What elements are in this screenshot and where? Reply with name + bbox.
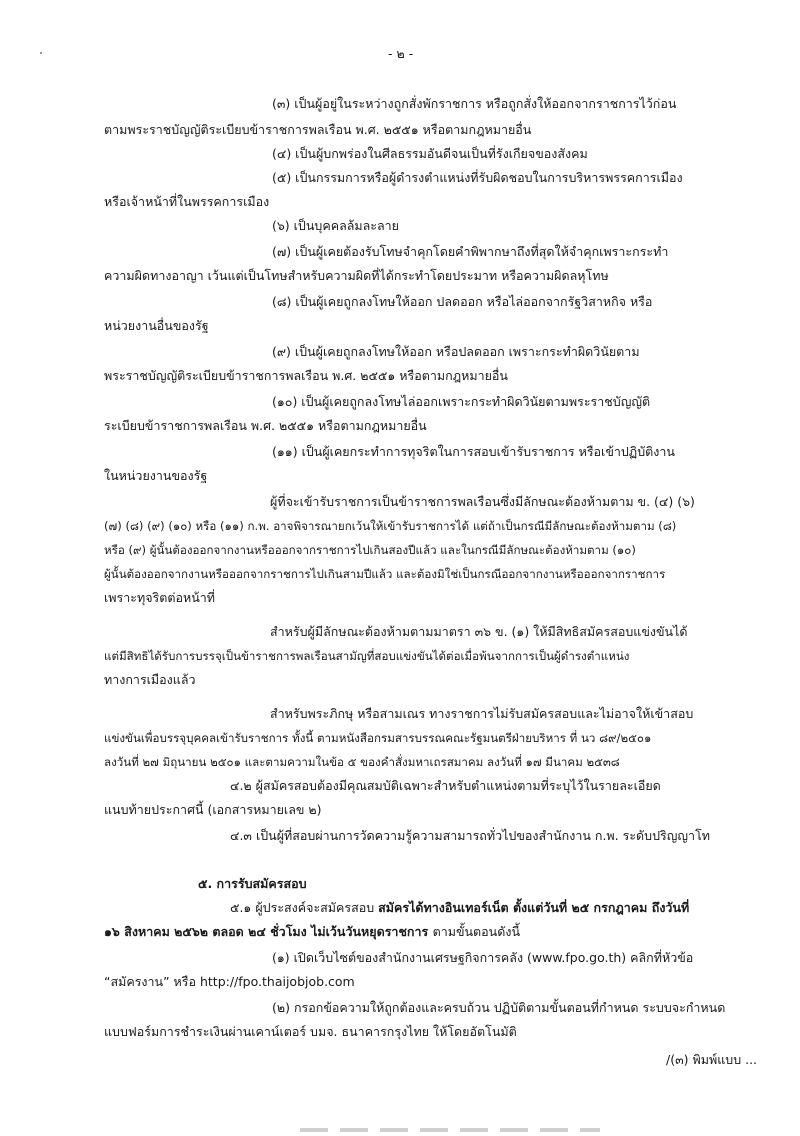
text-line: ความผิดทางอาญา เว้นแต่เป็นโทษสำหรับความผิดที่ได้กระทำโดยประมาท หรือความผิดลหุโทษ bbox=[104, 268, 609, 283]
text-line: เพราะทุจริตต่อหน้าที่ bbox=[104, 590, 216, 605]
text-line: “สมัครงาน” หรือ http://fpo.thaijobjob.com bbox=[104, 974, 355, 989]
text-line: ในหน่วยงานของรัฐ bbox=[104, 468, 208, 483]
text-line: หน่วยงานอื่นของรัฐ bbox=[104, 318, 209, 333]
text-line: (๗) (๘) (๙) (๑๐) หรือ (๑๑) ก.พ. อาจพิจารณายกเว้นให้เข้ารับราชการได้ แต่ถ้าเป็นกรณีมีลักษณะต้องห้ามตาม (๘) bbox=[104, 519, 677, 533]
text-line: ลงวันที่ ๒๗ มิถุนายน ๒๕๐๑ และตามความในข้อ ๕ ของคำสั่งมหาเถรสมาคม ลงวันที่ ๑๗ มีนาคม ๒๕๓๘ bbox=[104, 755, 620, 769]
text-line: (๘) เป็นผู้เคยถูกลงโทษให้ออก ปลดออก หรือไล่ออกจากรัฐวิสาหกิจ หรือ bbox=[272, 294, 653, 309]
text-line: ผู้นั้นต้องออกจากงานหรือออกจากราชการไปเกินสามปีแล้ว และต้องมิใช่เป็นกรณีออกจากงานหรือออกจากราชการ bbox=[104, 567, 666, 581]
text-line: ๕.๑ ผู้ประสงค์จะสมัครสอบ สมัครได้ทางอินเทอร์เน็ต ตั้งแต่วันที่ ๒๕ กรกฎาคม ถึงวันที่ bbox=[230, 900, 690, 915]
text-line: ระเบียบข้าราชการพลเรือน พ.ศ. ๒๕๕๑ หรือตามกฎหมายอื่น bbox=[104, 418, 427, 433]
text-line: (๒) กรอกข้อความให้ถูกต้องและครบถ้วน ปฏิบัติตามขั้นตอนที่กำหนด ระบบจะกำหนด bbox=[272, 1000, 726, 1015]
text-line: (๗) เป็นผู้เคยต้องรับโทษจำคุกโดยคำพิพากษาถึงที่สุดให้จำคุกเพราะกระทำ bbox=[272, 244, 669, 259]
text-line: ทางการเมืองแล้ว bbox=[104, 672, 196, 687]
text-line: (๑๑) เป็นผู้เคยกระทำการทุจริตในการสอบเข้ารับราชการ หรือเข้าปฏิบัติงาน bbox=[272, 444, 675, 459]
text-line: (๙) เป็นผู้เคยถูกลงโทษให้ออก หรือปลดออก เพราะกระทำผิดวินัยตาม bbox=[272, 344, 640, 359]
text-line: แนบท้ายประกาศนี้ (เอกสารหมายเลข ๒) bbox=[104, 802, 322, 817]
text-line: พระราชบัญญัติระเบียบข้าราชการพลเรือน พ.ศ. ๒๕๕๑ หรือตามกฎหมายอื่น bbox=[104, 368, 508, 383]
text-line: ๔.๒ ผู้สมัครสอบต้องมีคุณสมบัติเฉพาะสำหรับตำแหน่งตามที่ระบุไว้ในรายละเอียด bbox=[230, 778, 661, 793]
page-number: - ๒ - bbox=[388, 46, 414, 61]
text-line: ๔.๓ เป็นผู้ที่สอบผ่านการวัดความรู้ความสามารถทั่วไปของสำนักงาน ก.พ. ระดับปริญญาโท bbox=[230, 828, 711, 843]
text-line: (๖) เป็นบุคคลล้มละลาย bbox=[272, 218, 400, 233]
continuation-note: /(๓) พิมพ์แบบ ... bbox=[666, 1052, 758, 1067]
text-line: (๑๐) เป็นผู้เคยถูกลงโทษไล่ออกเพราะกระทำผิดวินัยตามพระราชบัญญัติ bbox=[272, 394, 651, 409]
scan-speck bbox=[40, 52, 42, 54]
text-line: แต่มีสิทธิได้รับการบรรจุเป็นข้าราชการพลเรือนสามัญที่สอบแข่งขันได้ต่อเมื่อพ้นจากการเป็นผู้ดำรงตำแหน่ง bbox=[104, 649, 630, 663]
text-line: ๑๖ สิงหาคม ๒๕๖๒ ตลอด ๒๔ ชั่วโมง ไม่เว้นวันหยุดราชการ ตามขั้นตอนดังนี้ bbox=[104, 924, 520, 939]
text-line: (๔) เป็นผู้บกพร่องในศีลธรรมอันดีจนเป็นที่รังเกียจของสังคม bbox=[272, 146, 588, 161]
text-line: แบบฟอร์มการชำระเงินผ่านเคาน์เตอร์ บมจ. ธนาคารกรุงไทย ให้โดยอัตโนมัติ bbox=[104, 1024, 517, 1039]
section-heading: ๕. การรับสมัครสอบ bbox=[198, 876, 307, 891]
text-line: (๓) เป็นผู้อยู่ในระหว่างถูกสั่งพักราชการ หรือถูกสั่งให้ออกจากราชการไว้ก่อน bbox=[272, 96, 677, 111]
text-line: ตามพระราชบัญญัติระเบียบข้าราชการพลเรือน พ.ศ. ๒๕๕๑ หรือตามกฎหมายอื่น bbox=[104, 122, 532, 137]
text-line: หรือ (๙) ผู้นั้นต้องออกจากงานหรือออกจากราชการไปเกินสองปีแล้ว และในกรณีมีลักษณะต้องห้ามตาม (๑๐) bbox=[104, 543, 636, 557]
scan-edge-artifact bbox=[300, 1128, 600, 1132]
text-line: สำหรับพระภิกษุ หรือสามเณร ทางราชการไม่รับสมัครสอบและไม่อาจให้เข้าสอบ bbox=[270, 706, 694, 721]
text-line: แข่งขันเพื่อบรรจุบุคคลเข้ารับราชการ ทั้งนี้ ตามหนังสือกรมสารบรรณคณะรัฐมนตรีฝ่ายบริหาร ที่ นว ๘๙/๒๕๐๑ bbox=[104, 731, 652, 745]
text-line: (๑) เปิดเว็บไซต์ของสำนักงานเศรษฐกิจการคลัง (www.fpo.go.th) คลิกที่หัวข้อ bbox=[272, 950, 694, 965]
text-line: (๕) เป็นกรรมการหรือผู้ดำรงตำแหน่งที่รับผิดชอบในการบริหารพรรคการเมือง bbox=[272, 170, 683, 185]
text-line: หรือเจ้าหน้าที่ในพรรคการเมือง bbox=[104, 194, 270, 209]
text-line: ผู้ที่จะเข้ารับราชการเป็นข้าราชการพลเรือนซึ่งมีลักษณะต้องห้ามตาม ข. (๔) (๖) bbox=[270, 494, 695, 509]
text-line: สำหรับผู้มีลักษณะต้องห้ามตามมาตรา ๓๖ ข. (๑) ให้มีสิทธิสมัครสอบแข่งขันได้ bbox=[270, 624, 688, 639]
